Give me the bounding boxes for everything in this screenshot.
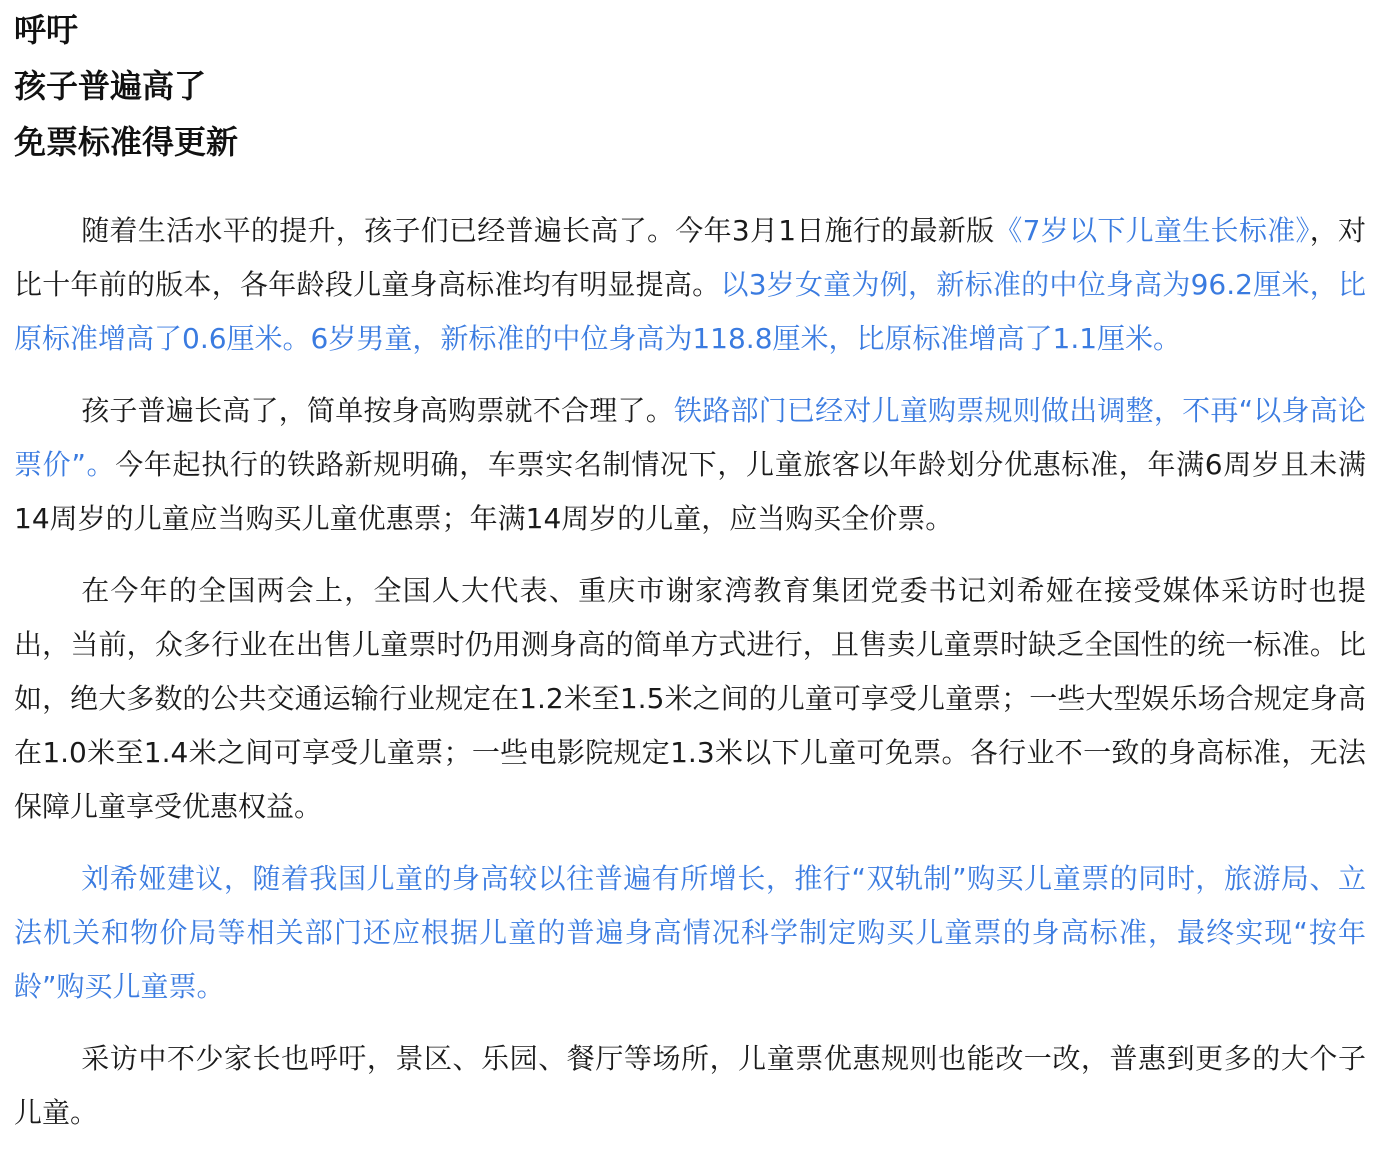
- paragraph-growth-standard: [14, 204, 1366, 366]
- paragraph-text: 孩子普遍长高了，简单按身高购票就不合理了。: [81, 394, 674, 427]
- highlighted-text: 铁路部门已经对儿童购票规则做出调整，不再“以身高论票价”。: [14, 394, 1366, 481]
- paragraph-parents: [14, 1032, 1366, 1140]
- paragraph-text: 在今年的全国两会上，全国人大代表、重庆市谢家湾教育集团党委书记刘希娅在接受媒体采访时也提出，当前，众多行业在出售儿童票时仍用测身高的简单方式进行，且售卖儿童票时缺乏全国性的统一标准。比如，绝大多数的公共交通运输行业规定在1.2米至1.5米之间的儿童可享受儿童票；一些大型娱乐场合规定身高在1.0米至1.4米之间可享受儿童票；一些电影院规定1.3米以下儿童可免票。各行业不一致的身高标准，无法保障儿童享受优惠权益。: [14, 574, 1366, 823]
- highlighted-text: 以3岁女童为例，新标准的中位身高为96.2厘米，比原标准增高了0.6厘米。6岁男童，新标准的中位身高为118.8厘米，比原标准增高了1.1厘米。: [14, 268, 1366, 355]
- headline: [14, 0, 1366, 170]
- highlighted-text: 刘希娅建议，随着我国儿童的身高较以往普遍有所增长，推行“双轨制”购买儿童票的同时，旅游局、立法机关和物价局等相关部门还应根据儿童的普遍身高情况科学制定购买儿童票的身高标准，最终实现“按年龄”购买儿童票。: [14, 862, 1366, 1003]
- growth-standard-link[interactable]: 《7岁以下儿童生长标准》: [994, 214, 1310, 247]
- paragraph-railway-rule: [14, 384, 1366, 546]
- paragraph-text: 采访中不少家长也呼吁，景区、乐园、餐厅等场所，儿童票优惠规则也能改一改，普惠到更多的大个子儿童。: [14, 1042, 1366, 1129]
- paragraph-suggestion: [14, 852, 1366, 1014]
- headline-line-3: 免票标准得更新: [14, 123, 239, 161]
- article-body: [14, 204, 1366, 1140]
- paragraph-text: 今年起执行的铁路新规明确，车票实名制情况下，儿童旅客以年龄划分优惠标准，年满6周岁且未满14周岁的儿童应当购买儿童优惠票；年满14周岁的儿童，应当购买全价票。: [14, 448, 1366, 535]
- paragraph-two-sessions: [14, 564, 1366, 834]
- paragraph-text: ，对比十年前的版本，各年龄段儿童身高标准均有明显提高。: [14, 214, 1366, 301]
- headline-line-1: 呼吁: [14, 11, 79, 49]
- headline-line-2: 孩子普遍高了: [14, 67, 207, 105]
- paragraph-text: 随着生活水平的提升，孩子们已经普遍长高了。今年3月1日施行的最新版: [81, 214, 995, 247]
